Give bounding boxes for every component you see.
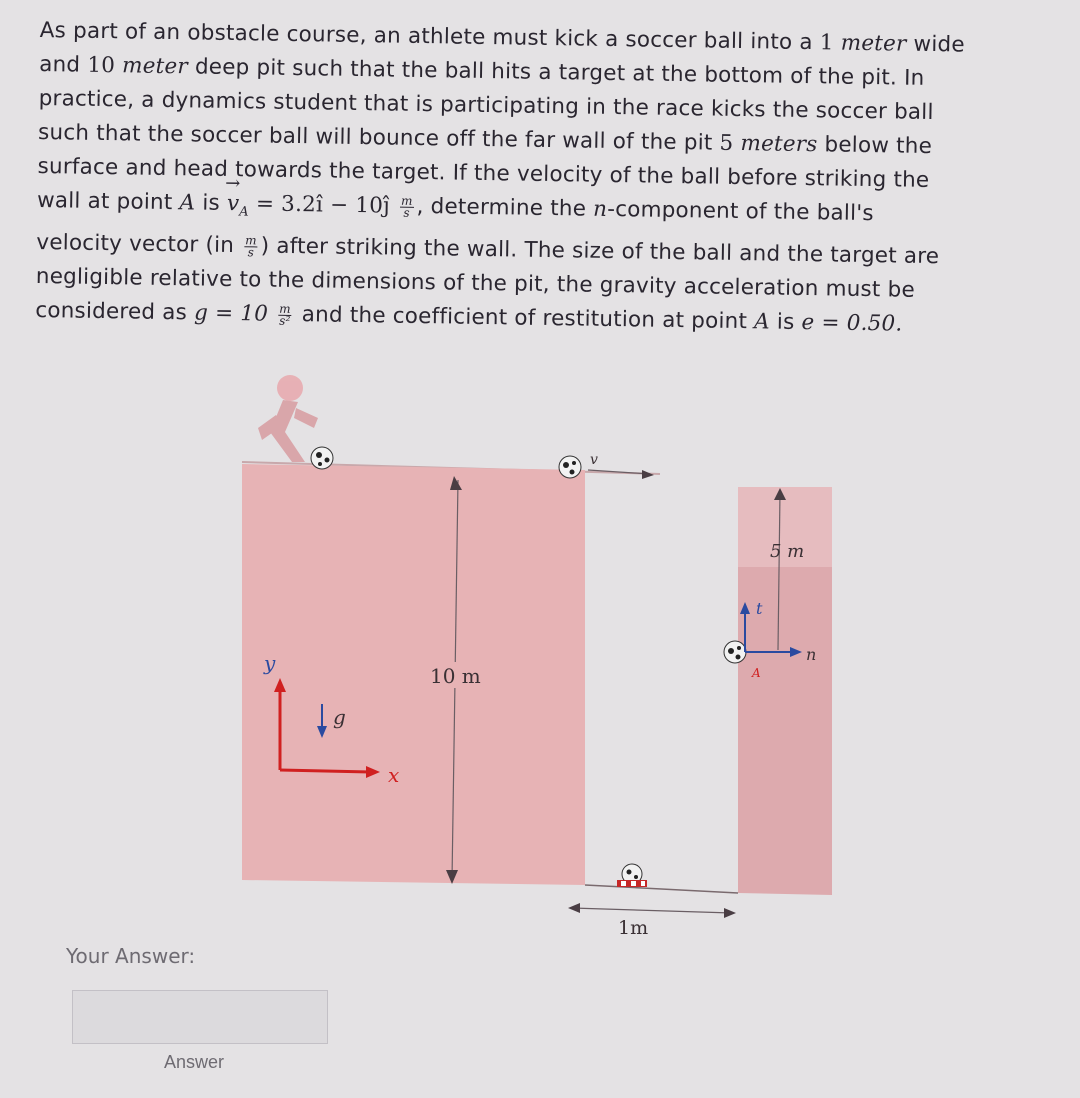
bounce-label: 5 m bbox=[770, 541, 805, 562]
ball-impact bbox=[724, 641, 746, 663]
question-text: As part of an obstacle course, an athlete must kick a soccer ball into a 1 meter wide and 10 meter deep pit such that the ball hits a target at the bottom of the pit. In practice, a dynamics student that is participating in the race kicks the soccer ball such that the soccer ball will bounce off the far wall of the pit 5 meters below the surface and head towards the target. If the velocity of the ball before striking the wall at point A is → $v_A$ = 3.2î − 10ĵ $\frac{m}{s}$ , determine the n-component of the ball's velocity vector (in $\frac{m}{s}$ ) after striking the wall. The size of the ball and the target are negligible relative to the dimensions of the pit, the gravity acceleration must be considered as g = 10 $\frac{m}{\text{s²}}$ and the coefficient of restitution at point A is e = 0.50. bbox=[35, 14, 1060, 344]
ball-kick bbox=[311, 447, 333, 469]
n-axis-label: n bbox=[806, 645, 817, 664]
width-arrow-right bbox=[724, 908, 736, 918]
x-axis bbox=[280, 770, 370, 772]
depth-label: 10 m bbox=[430, 664, 481, 688]
velocity-arrow-head bbox=[642, 470, 654, 479]
width-dimension-line bbox=[572, 908, 732, 913]
y-axis-label: y bbox=[264, 651, 276, 675]
gravity-label: g bbox=[333, 705, 346, 729]
athlete-figure bbox=[258, 375, 318, 462]
point-a-label: A bbox=[752, 666, 761, 680]
pit-bottom bbox=[585, 885, 738, 893]
near-ground-block bbox=[242, 464, 585, 885]
t-axis-label: t bbox=[756, 599, 763, 618]
width-arrow-left bbox=[568, 903, 580, 913]
answer-button[interactable]: Answer bbox=[160, 1050, 228, 1075]
answer-input[interactable] bbox=[72, 990, 328, 1044]
x-axis-label: x bbox=[388, 763, 400, 787]
ball-flight bbox=[559, 456, 581, 478]
answer-label: Your Answer: bbox=[66, 944, 196, 968]
width-label: 1m bbox=[618, 917, 649, 939]
velocity-label: v bbox=[590, 452, 598, 468]
